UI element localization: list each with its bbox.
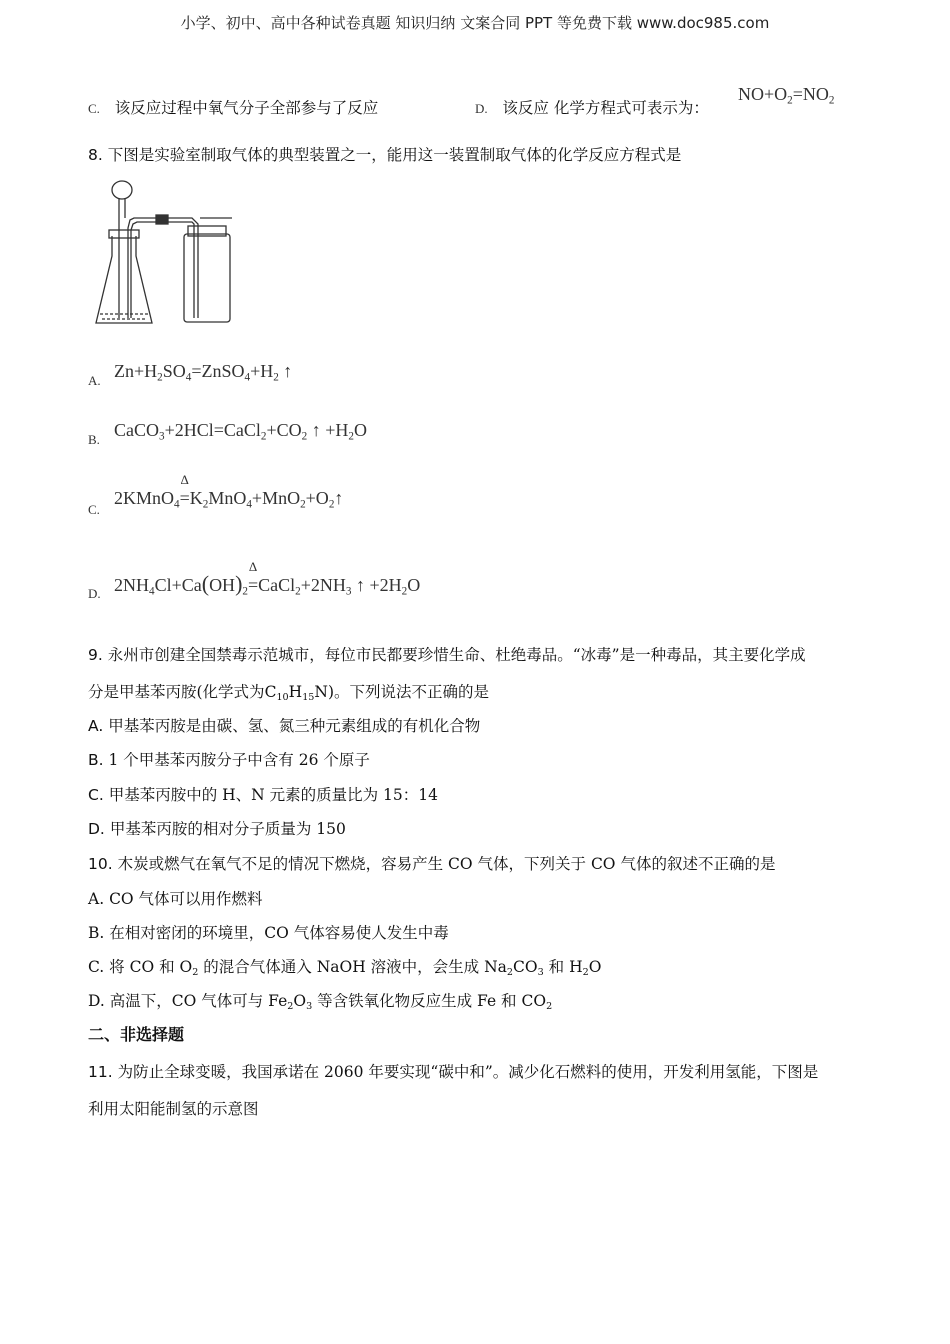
q10-stem: 10. 木炭或燃气在氧气不足的情况下燃烧，容易产生 CO 气体，下列关于 CO 气体的叙述不正确的是 [88,855,776,873]
q9-stem-line1: 9. 永州市创建全国禁毒示范城市，每位市民都要珍惜生命、杜绝毒品。“冰毒”是一种毒品，其主要化学成 [88,646,806,664]
q8-option-b-equation: $CaCO_3+2HCl=CaCl_2+CO_2$ ↑ $+H_2O$ [114,420,367,443]
q7-option-c: C. 该反应过程中氧气分子全部参与了反应 [88,99,379,117]
q10-option-a: A. CO 气体可以用作燃料 [88,890,263,908]
q11-stem-line2: 利用太阳能制氢的示意图 [88,1100,259,1118]
q11-stem-line1: 11. 为防止全球变暖，我国承诺在 2060 年要实现“碳中和”。减少化石燃料的使用，开发利用氢能，下图是 [88,1063,819,1081]
q8-option-a-equation: $Zn+H_2SO_4=ZnSO_4+H_2$ ↑ [114,361,293,384]
q8-option-d-label: D. [88,586,101,601]
q7-option-d-equation: $NO+O_2=NO_2$ [738,84,835,107]
q9-option-c: C. 甲基苯丙胺中的 H、N 元素的质量比为 15：14 [88,786,438,804]
page-header: 小学、初中、高中各种试卷真题 知识归纳 文案合同 PPT 等免费下载 www.doc985.com [180,14,770,32]
q7-option-d: D. 该反应 化学方程式可表示为： [475,99,709,117]
q9-stem-line2: 分是甲基苯丙胺(化学式为$C_{10}H_{15}N$)。下列说法不正确的是 [88,683,490,703]
q9-option-d: D. 甲基苯丙胺的相对分子质量为 150 [88,820,346,838]
q9-option-a: A. 甲基苯丙胺是由碳、氢、氮三种元素组成的有机化合物 [88,717,481,735]
q8-option-a-label: A. [88,373,101,388]
q10-option-c: C. 将 CO 和 $O_2$ 的混合气体通入 NaOH 溶液中，会生成 $Na_2CO_3$ 和 $H_2O$ [88,958,602,978]
q8-option-c-equation: 2KMnO$_4$ Δ $=K_2MnO_4+MnO_2+O_2↑$ [114,472,344,511]
q10-option-d: D. 高温下，CO 气体可与 $Fe_2O_3$ 等含铁氧化物反应生成 Fe 和 $CO_2$ [88,992,553,1012]
q8-option-b-label: B. [88,432,100,447]
q8-option-d-equation: $2NH_4Cl+Ca(OH)_2$ Δ $=CaCl_2+2NH_3$ ↑ $+2H_2O$ [114,559,421,598]
gas-apparatus-figure [92,178,242,333]
q8-stem: 8. 下图是实验室制取气体的典型装置之一，能用这一装置制取气体的化学反应方程式是 [88,146,682,164]
q9-option-b: B. 1 个甲基苯丙胺分子中含有 26 个原子 [88,751,370,769]
section-2-title: 二、非选择题 [88,1025,185,1044]
q10-option-b: B. 在相对密闭的环境里，CO 气体容易使人发生中毒 [88,924,449,942]
q8-option-c-label: C. [88,502,100,517]
